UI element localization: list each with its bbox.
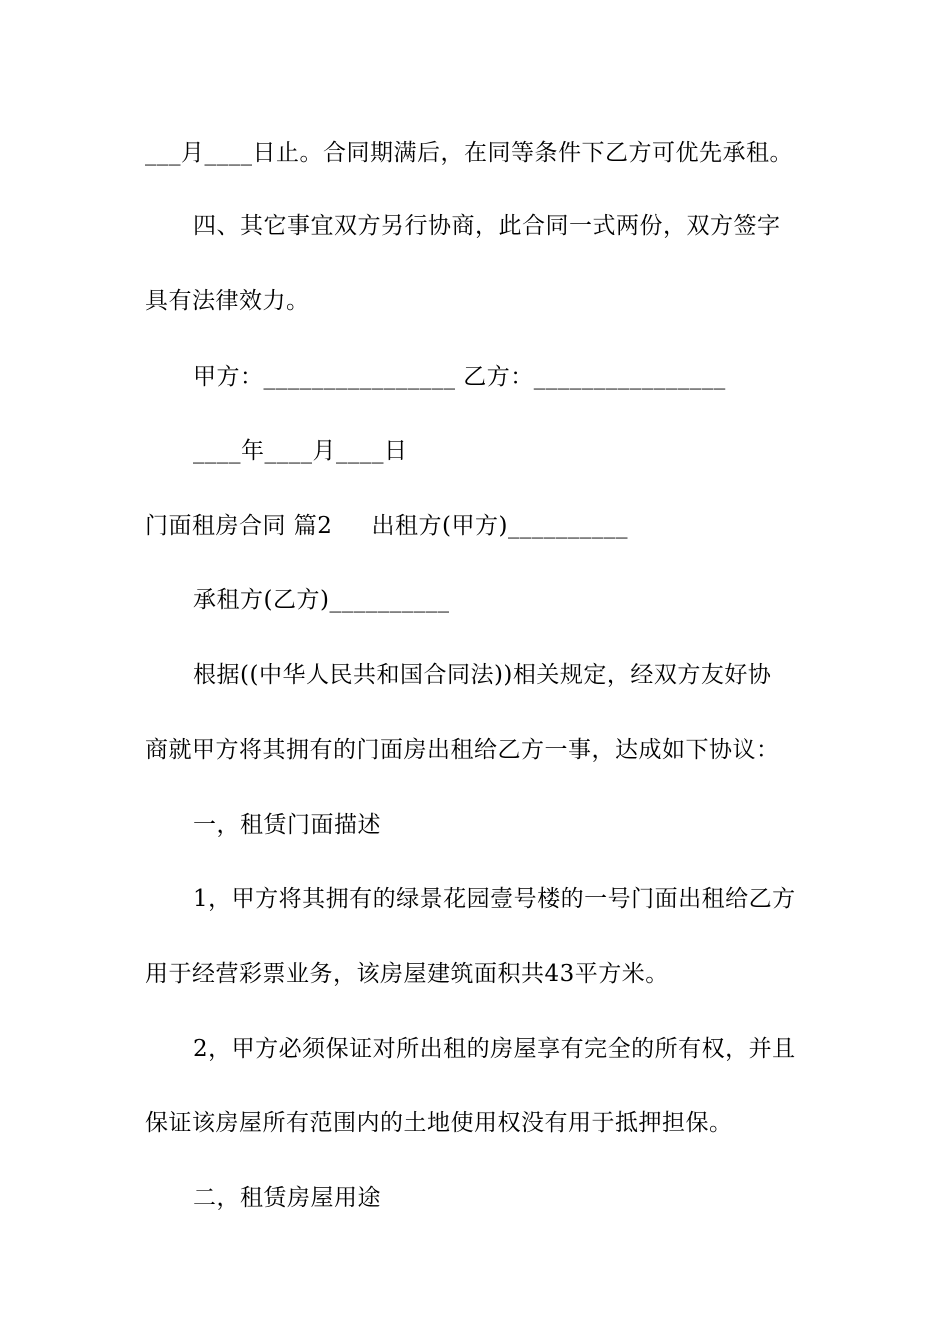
intro-paragraph-line-2: 商就甲方将其拥有的门面房出租给乙方一事，达成如下协议： <box>145 737 780 763</box>
contract-end-date-line: ___月____日止。合同期满后，在同等条件下乙方可优先承租。 <box>145 140 793 166</box>
intro-paragraph-line-1: 根据((中华人民共和国合同法))相关规定，经双方友好协 <box>193 662 772 688</box>
clause-four-line-2: 具有法律效力。 <box>145 288 310 314</box>
article-two-heading: 二，租赁房屋用途 <box>193 1185 381 1211</box>
clause-four-line-1: 四、其它事宜双方另行协商，此合同一式两份，双方签字 <box>193 213 781 239</box>
section-heading-lessor: 门面租房合同 篇2 出租方(甲方)__________ <box>145 513 628 539</box>
item-two-line-2: 保证该房屋所有范围内的土地使用权没有用于抵押担保。 <box>145 1110 733 1136</box>
signature-line: 甲方：________________ 乙方：________________ <box>193 364 726 390</box>
item-two-line-1: 2，甲方必须保证对所出租的房屋享有完全的所有权，并且 <box>193 1036 796 1062</box>
item-one-line-1: 1，甲方将其拥有的绿景花园壹号楼的一号门面出租给乙方 <box>193 886 796 912</box>
date-line: ____年____月____日 <box>193 438 408 464</box>
article-one-heading: 一，租赁门面描述 <box>193 812 381 838</box>
item-one-line-2: 用于经营彩票业务，该房屋建筑面积共43平方米。 <box>145 961 669 987</box>
lessee-line: 承租方(乙方)__________ <box>193 587 450 613</box>
